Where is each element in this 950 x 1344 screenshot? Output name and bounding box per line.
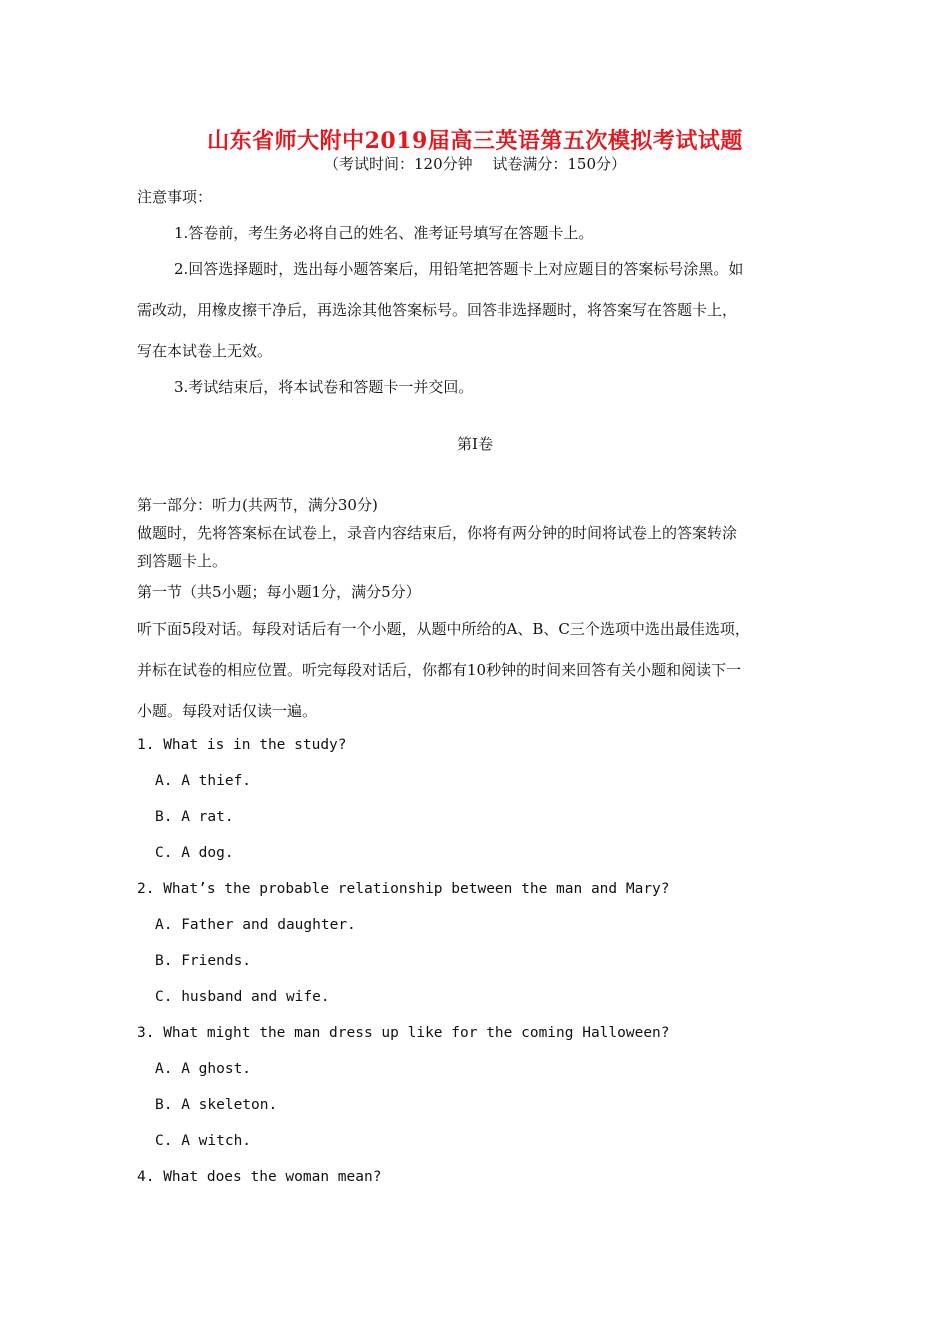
exam-title: 山东省师大附中2019届高三英语第五次模拟考试试题 [207, 128, 743, 154]
question-2-option-a: A. Father and daughter. [155, 917, 356, 933]
question-2-stem: 2. What’s the probable relationship between the man and Mary? [137, 881, 670, 897]
notice-item-1: 1.答卷前，考生务必将自己的姓名、准考证号填写在答题卡上。 [174, 224, 594, 242]
section1-heading: 第一节（共5小题；每小题1分，满分5分） [137, 583, 421, 601]
question-1-stem: 1. What is in the study? [137, 737, 347, 753]
section1-line-3: 小题。每段对话仅读一遍。 [137, 702, 318, 720]
question-3-stem: 3. What might the man dress up like for the coming Halloween? [137, 1025, 670, 1041]
notice-heading: 注意事项： [137, 188, 213, 206]
question-3-option-b: B. A skeleton. [155, 1097, 278, 1113]
notice-item-2-line-3: 写在本试卷上无效。 [137, 342, 273, 360]
notice-item-2-line-1: 2.回答选择题时，选出每小题答案后，用铅笔把答题卡上对应题目的答案标号涂黑。如 [174, 260, 744, 278]
question-3-option-c: C. A witch. [155, 1133, 252, 1149]
part1-heading: 第一部分：听力(共两节，满分30分) [137, 496, 378, 514]
question-4-stem: 4. What does the woman mean? [137, 1169, 382, 1185]
section1-line-2: 并标在试卷的相应位置。听完每段对话后，你都有10秒钟的时间来回答有关小题和阅读下一 [137, 661, 742, 679]
question-1-option-a: A. A thief. [155, 773, 252, 789]
notice-item-3: 3.考试结束后，将本试卷和答题卡一并交回。 [174, 378, 474, 396]
notice-item-2-line-2: 需改动，用橡皮擦干净后，再选涂其他答案标号。回答非选择题时，将答案写在答题卡上， [137, 301, 738, 319]
question-2-option-b: B. Friends. [155, 953, 252, 969]
question-2-option-c: C. husband and wife. [155, 989, 330, 1005]
volume-title: 第Ⅰ卷 [457, 435, 493, 453]
question-1-option-c: C. A dog. [155, 845, 234, 861]
part1-instruction-line-1: 做题时，先将答案标在试卷上，录音内容结束后，你将有两分钟的时间将试卷上的答案转涂 [137, 524, 738, 542]
part1-instruction-line-2: 到答题卡上。 [137, 552, 228, 570]
exam-subtitle: （考试时间：120分钟 试卷满分：150分） [323, 155, 627, 173]
section1-line-1: 听下面5段对话。每段对话后有一个小题，从题中所给的A、B、C三个选项中选出最佳选项， [137, 620, 750, 638]
question-1-option-b: B. A rat. [155, 809, 234, 825]
question-3-option-a: A. A ghost. [155, 1061, 252, 1077]
